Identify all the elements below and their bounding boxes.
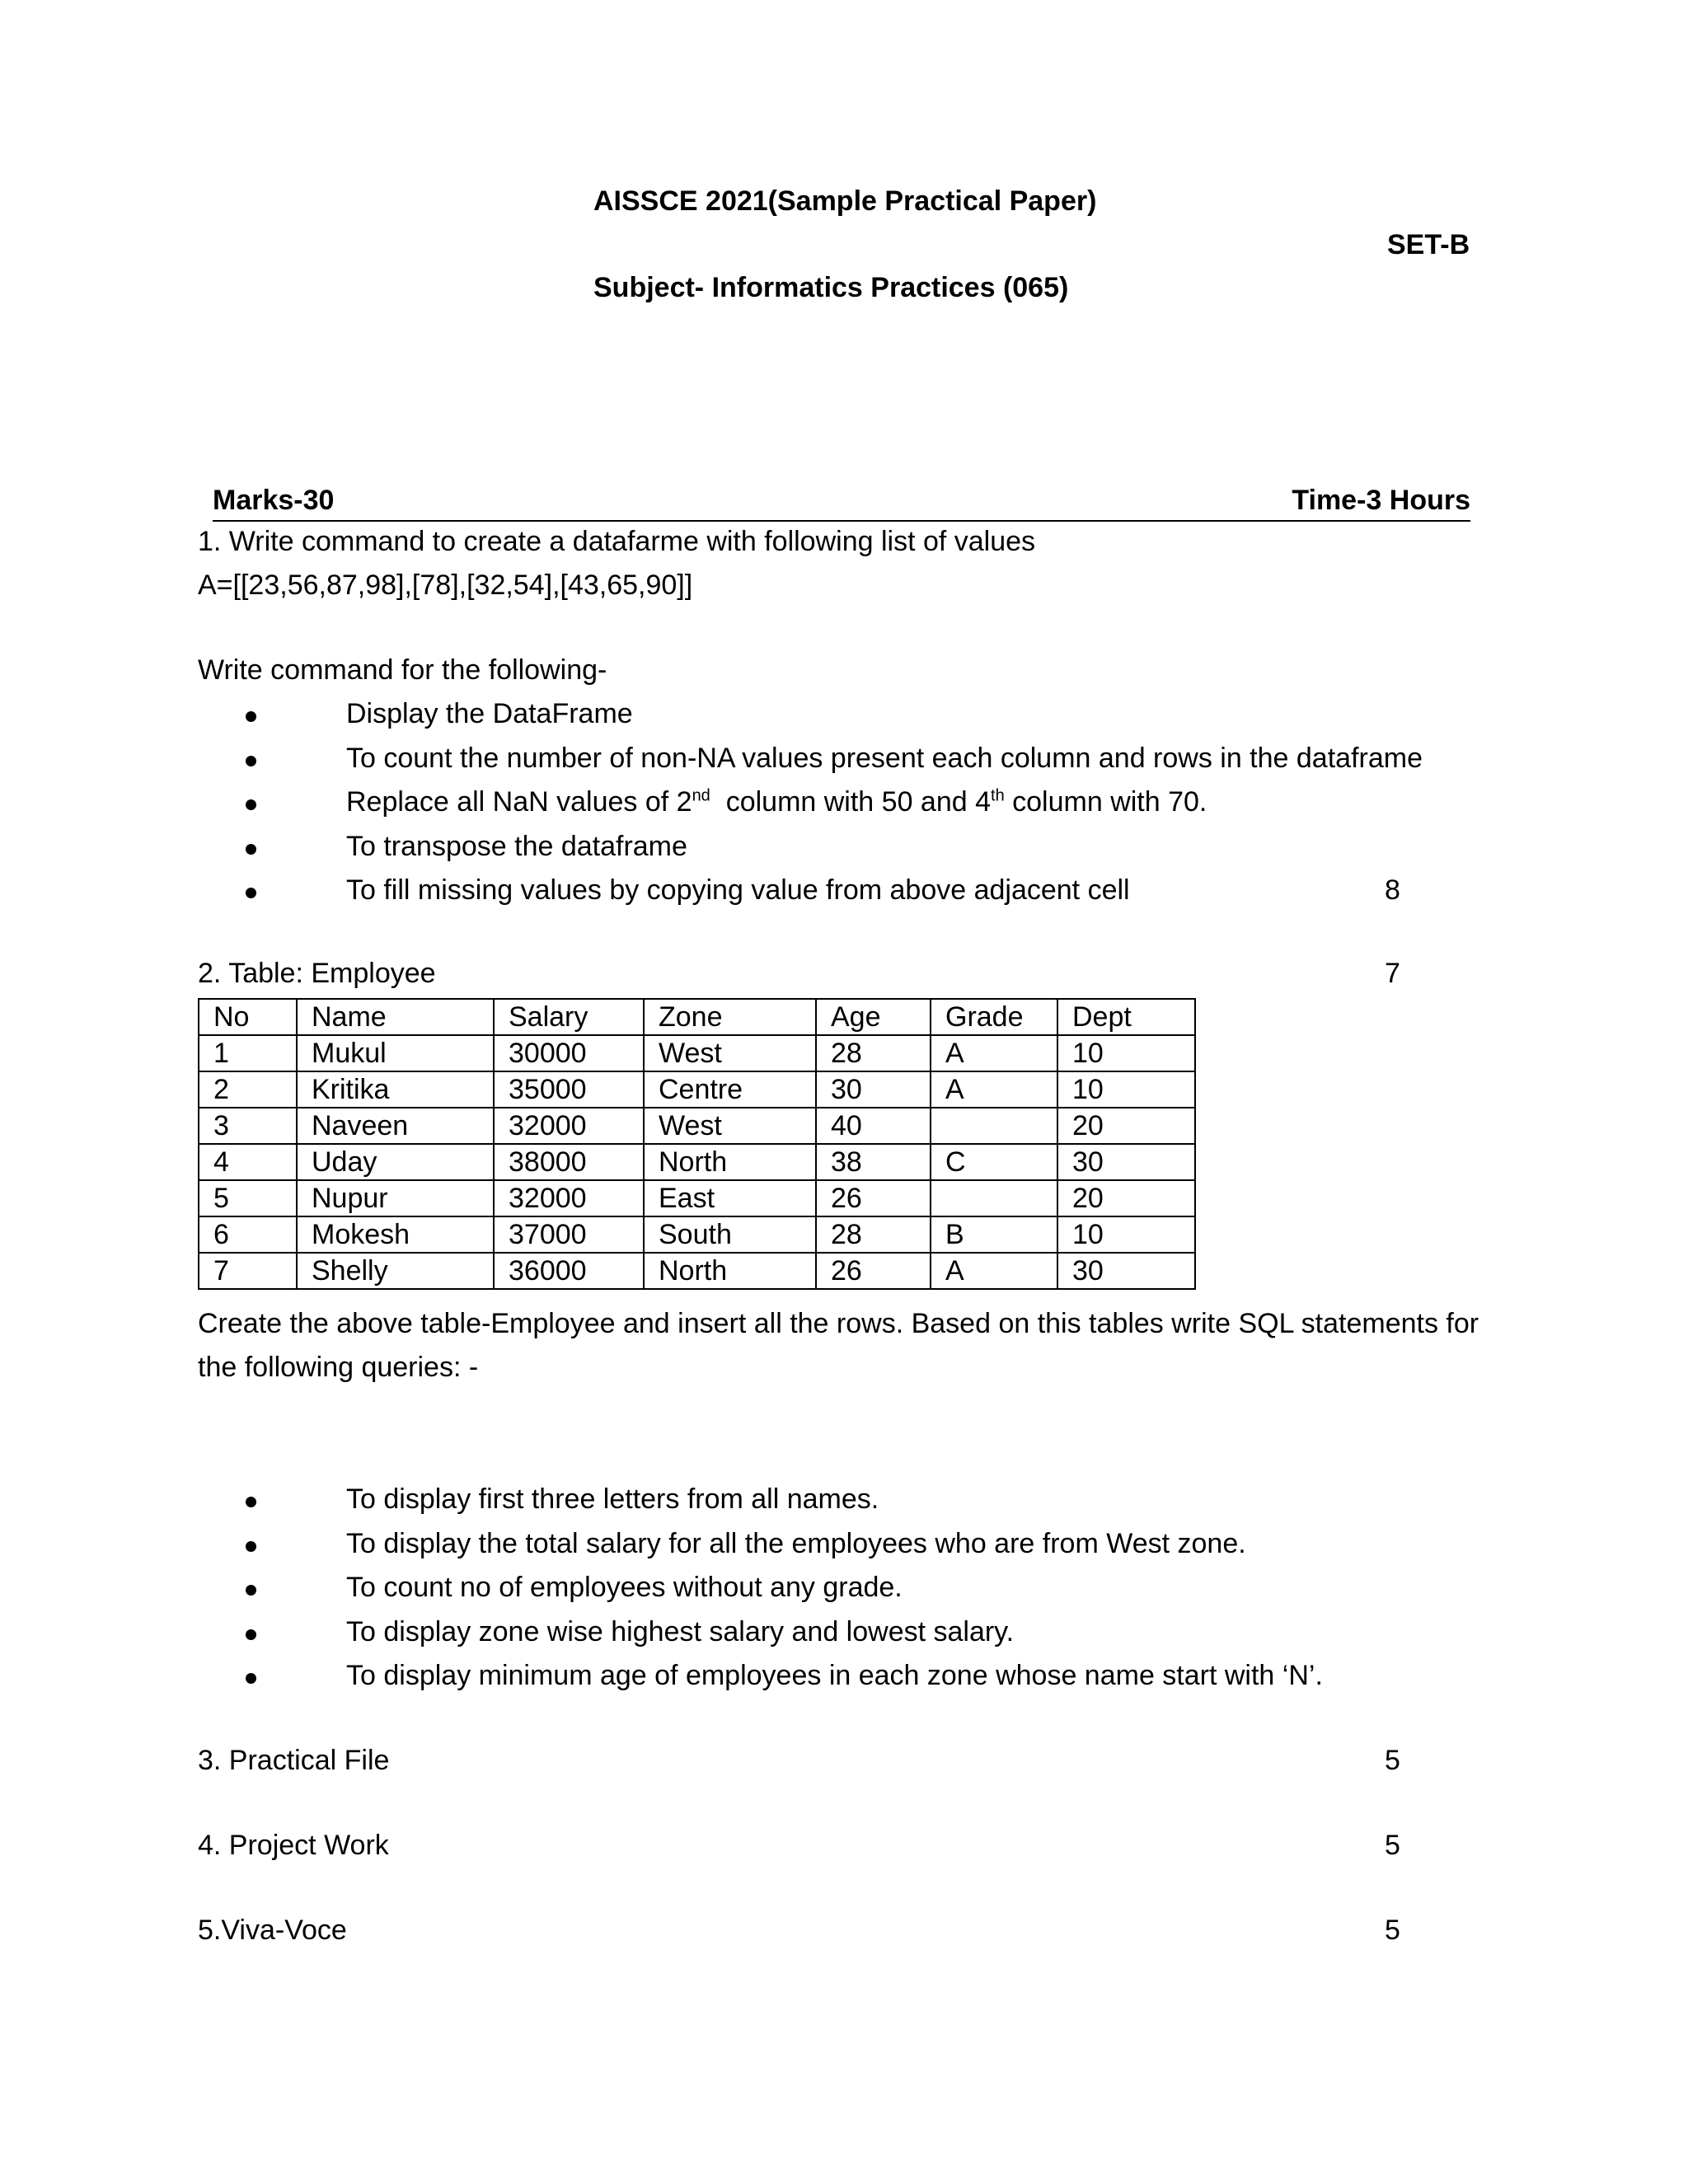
q1-list-values: A=[[23,56,87,98],[78],[32,54],[43,65,90]] bbox=[198, 569, 693, 601]
table-cell: A bbox=[931, 1035, 1057, 1071]
q5-marks: 5 bbox=[1385, 1915, 1400, 1946]
table-row bbox=[199, 1180, 1195, 1216]
table-cell: Shelly bbox=[297, 1253, 494, 1289]
q2-title: 2. Table: Employee bbox=[198, 958, 436, 989]
q1-bullet-list bbox=[198, 697, 1423, 918]
list-item-text: column with 50 and 4 bbox=[710, 786, 992, 818]
column-header: Name bbox=[297, 999, 494, 1035]
table-row bbox=[199, 1216, 1195, 1253]
table-cell: 26 bbox=[816, 1180, 931, 1216]
table-cell: 20 bbox=[1057, 1108, 1195, 1144]
table-cell: A bbox=[931, 1253, 1057, 1289]
marks-time-row bbox=[213, 484, 1470, 522]
bullet-icon bbox=[246, 1541, 256, 1552]
list-item bbox=[198, 1527, 1323, 1572]
table-row bbox=[199, 1071, 1195, 1108]
column-header: Zone bbox=[644, 999, 816, 1035]
superscript: th bbox=[991, 786, 1005, 805]
table-cell: Nupur bbox=[297, 1180, 494, 1216]
table-cell: B bbox=[931, 1216, 1057, 1253]
q3-marks: 5 bbox=[1385, 1745, 1400, 1776]
list-item-text: To count the number of non-NA values present each column and rows in the dataframe bbox=[346, 742, 1423, 774]
list-item bbox=[198, 785, 1423, 830]
column-header: Salary bbox=[494, 999, 644, 1035]
table-cell: 28 bbox=[816, 1035, 931, 1071]
table-cell: 35000 bbox=[494, 1071, 644, 1108]
table-cell: 6 bbox=[199, 1216, 297, 1253]
q2-bullet-list bbox=[198, 1483, 1323, 1704]
table-cell: 5 bbox=[199, 1180, 297, 1216]
table-cell: West bbox=[644, 1035, 816, 1071]
table-cell: C bbox=[931, 1144, 1057, 1180]
table-cell: South bbox=[644, 1216, 816, 1253]
table-cell: North bbox=[644, 1253, 816, 1289]
bullet-icon bbox=[246, 844, 256, 855]
list-item bbox=[198, 830, 1423, 874]
q3-label: 3. Practical File bbox=[198, 1745, 390, 1776]
bullet-icon bbox=[246, 888, 256, 898]
list-item-text: Display the DataFrame bbox=[346, 698, 633, 729]
table-cell: 30 bbox=[1057, 1144, 1195, 1180]
table-cell: 30000 bbox=[494, 1035, 644, 1071]
list-item-text: To fill missing values by copying value from above adjacent cell bbox=[346, 874, 1130, 906]
list-item-text: To count no of employees without any grade. bbox=[346, 1572, 903, 1603]
q1-intro: Write command for the following- bbox=[198, 654, 607, 686]
bullet-icon bbox=[246, 1673, 256, 1684]
bullet-icon bbox=[246, 711, 256, 722]
table-row bbox=[199, 1035, 1195, 1071]
table-cell: 10 bbox=[1057, 1035, 1195, 1071]
table-cell: 20 bbox=[1057, 1180, 1195, 1216]
list-item-text: Replace all NaN values of 2 bbox=[346, 786, 692, 818]
table-cell: Mukul bbox=[297, 1035, 494, 1071]
set-label: SET-B bbox=[1387, 229, 1470, 260]
list-item-text: column with 70. bbox=[1004, 786, 1207, 818]
q4-label: 4. Project Work bbox=[198, 1830, 389, 1861]
q1-marks: 8 bbox=[1385, 874, 1400, 906]
list-item bbox=[198, 1615, 1323, 1660]
table-cell: 40 bbox=[816, 1108, 931, 1144]
table-cell: 2 bbox=[199, 1071, 297, 1108]
table-cell: West bbox=[644, 1108, 816, 1144]
bullet-icon bbox=[246, 1585, 256, 1596]
table-cell: A bbox=[931, 1071, 1057, 1108]
subject-line: Subject- Informatics Practices (065) bbox=[593, 272, 1069, 303]
table-cell: Naveen bbox=[297, 1108, 494, 1144]
list-item bbox=[198, 1483, 1323, 1527]
table-cell: Centre bbox=[644, 1071, 816, 1108]
list-item-text: To transpose the dataframe bbox=[346, 830, 687, 862]
list-item bbox=[198, 742, 1423, 786]
q1-statement: 1. Write command to create a datafarme with following list of values bbox=[198, 526, 1036, 557]
table-row bbox=[199, 1108, 1195, 1144]
table-cell: 4 bbox=[199, 1144, 297, 1180]
table-cell: 32000 bbox=[494, 1180, 644, 1216]
table-cell: 10 bbox=[1057, 1071, 1195, 1108]
q5-label: 5.Viva-Voce bbox=[198, 1915, 347, 1946]
table-cell: 3 bbox=[199, 1108, 297, 1144]
column-header: Dept bbox=[1057, 999, 1195, 1035]
list-item-text: To display first three letters from all names. bbox=[346, 1483, 879, 1515]
table-cell: 30 bbox=[816, 1071, 931, 1108]
table-cell: 10 bbox=[1057, 1216, 1195, 1253]
employee-table bbox=[198, 998, 1196, 1290]
list-item bbox=[198, 697, 1423, 742]
table-cell: 36000 bbox=[494, 1253, 644, 1289]
bullet-icon bbox=[246, 1629, 256, 1640]
table-cell: 26 bbox=[816, 1253, 931, 1289]
table-header-row bbox=[199, 999, 1195, 1035]
exam-title: AISSCE 2021(Sample Practical Paper) bbox=[593, 185, 1097, 217]
total-marks-label: Marks-30 bbox=[213, 485, 335, 516]
list-item bbox=[198, 1571, 1323, 1615]
column-header: No bbox=[199, 999, 297, 1035]
bullet-icon bbox=[246, 756, 256, 766]
table-cell: Mokesh bbox=[297, 1216, 494, 1253]
q4-marks: 5 bbox=[1385, 1830, 1400, 1861]
list-item-text: To display minimum age of employees in each zone whose name start with ‘N’. bbox=[346, 1660, 1323, 1691]
bullet-icon bbox=[246, 799, 256, 810]
table-cell: 28 bbox=[816, 1216, 931, 1253]
table-cell: 32000 bbox=[494, 1108, 644, 1144]
bullet-icon bbox=[246, 1497, 256, 1507]
time-label: Time-3 Hours bbox=[1292, 485, 1470, 516]
q2-marks: 7 bbox=[1385, 958, 1400, 989]
table-row bbox=[199, 1253, 1195, 1289]
table-cell: 38 bbox=[816, 1144, 931, 1180]
superscript: nd bbox=[692, 786, 710, 805]
table-cell: North bbox=[644, 1144, 816, 1180]
list-item-text: To display the total salary for all the employees who are from West zone. bbox=[346, 1527, 1246, 1559]
column-header: Age bbox=[816, 999, 931, 1035]
table-cell bbox=[931, 1180, 1057, 1216]
table-cell: 30 bbox=[1057, 1253, 1195, 1289]
column-header: Grade bbox=[931, 999, 1057, 1035]
q2-instruction: Create the above table-Employee and insert all the rows. Based on this tables write SQL statements for the following queries: - bbox=[198, 1308, 1479, 1383]
table-cell: East bbox=[644, 1180, 816, 1216]
table-cell bbox=[931, 1108, 1057, 1144]
table-cell: 1 bbox=[199, 1035, 297, 1071]
list-item bbox=[198, 1659, 1323, 1704]
table-cell: 37000 bbox=[494, 1216, 644, 1253]
table-cell: Uday bbox=[297, 1144, 494, 1180]
list-item bbox=[198, 874, 1423, 918]
table-row bbox=[199, 1144, 1195, 1180]
table-cell: Kritika bbox=[297, 1071, 494, 1108]
table-cell: 7 bbox=[199, 1253, 297, 1289]
table-cell: 38000 bbox=[494, 1144, 644, 1180]
list-item-text: To display zone wise highest salary and lowest salary. bbox=[346, 1615, 1015, 1647]
